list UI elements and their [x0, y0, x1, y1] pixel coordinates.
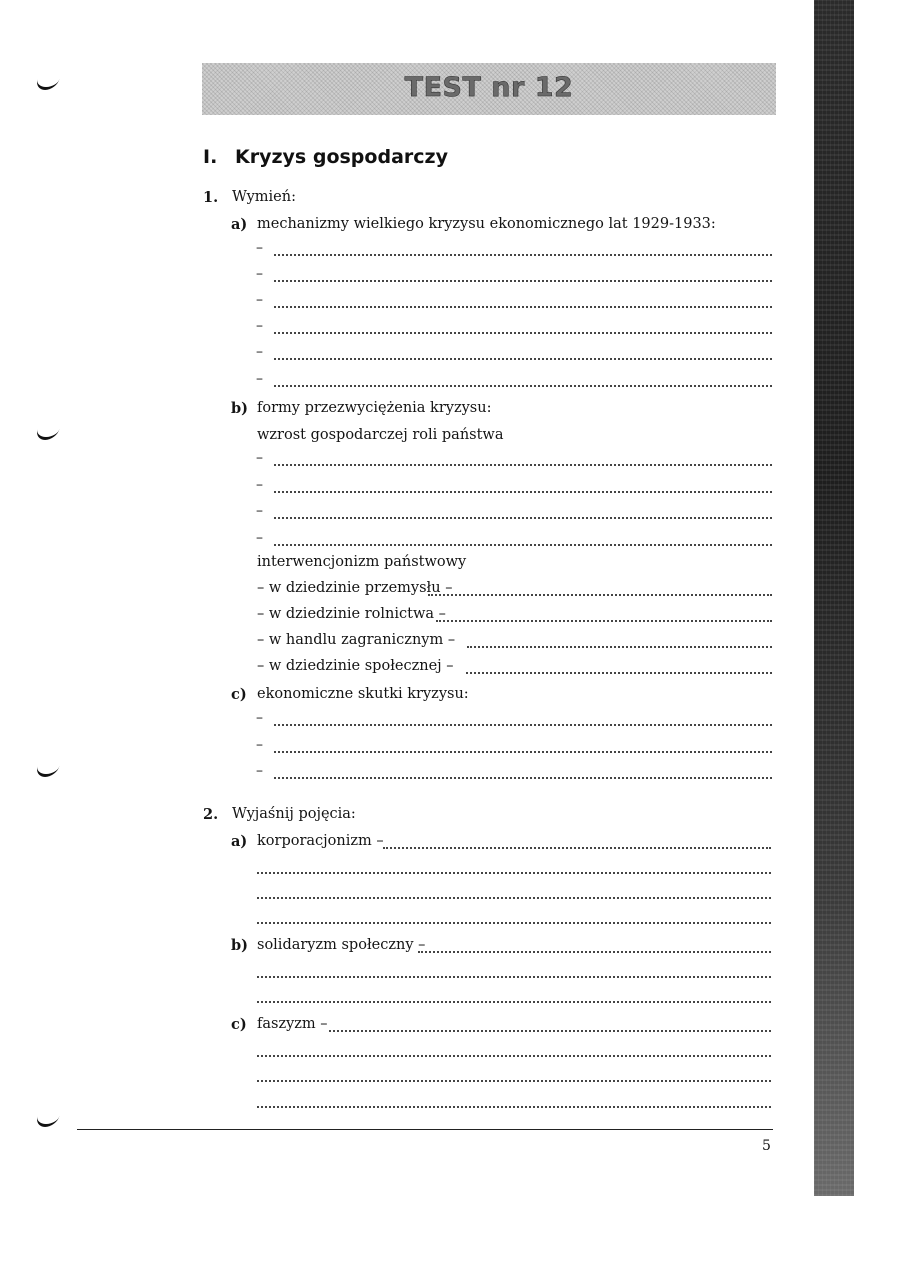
question-2c-term: faszyzm –	[257, 1016, 328, 1032]
answer-dash: –	[256, 344, 263, 360]
answer-line-2c-2[interactable]	[257, 1055, 771, 1057]
question-2-number: 2.	[203, 806, 219, 823]
test-title-banner	[202, 63, 776, 115]
answer-dash: –	[256, 450, 263, 466]
test-title: TEST nr 12	[404, 72, 574, 103]
answer-line-1b-3[interactable]	[274, 517, 772, 519]
answer-line-2b-1[interactable]	[418, 951, 771, 953]
answer-dash: –	[256, 763, 263, 779]
intervention-item-agriculture: – w dziedzinie rolnictwa –	[257, 606, 446, 622]
question-1-prompt: Wymień:	[232, 189, 296, 205]
question-1c-letter: c)	[231, 686, 247, 703]
answer-line-1b-2[interactable]	[274, 491, 772, 493]
answer-line-1b-industry[interactable]	[428, 594, 772, 596]
answer-line-1b-4[interactable]	[274, 544, 772, 546]
binding-mark-icon	[34, 1115, 60, 1127]
scan-dark-edge	[814, 0, 854, 1196]
answer-line-2a-1[interactable]	[383, 847, 771, 849]
binding-mark-icon	[34, 78, 60, 90]
answer-line-1a-1[interactable]	[274, 254, 772, 256]
answer-line-1c-2[interactable]	[274, 751, 772, 753]
question-1b-text: formy przezwyciężenia kryzysu:	[257, 400, 492, 416]
binding-mark-icon	[34, 765, 60, 777]
answer-dash: –	[256, 266, 263, 282]
question-1b-letter: b)	[231, 400, 248, 417]
answer-line-2b-2[interactable]	[257, 976, 771, 978]
answer-dash: –	[256, 530, 263, 546]
answer-line-1a-3[interactable]	[274, 306, 772, 308]
answer-line-2a-3[interactable]	[257, 897, 771, 899]
answer-dash: –	[256, 477, 263, 493]
intervention-item-social: – w dziedzinie społecznej –	[257, 658, 454, 674]
answer-line-2a-4[interactable]	[257, 922, 771, 924]
answer-line-1c-3[interactable]	[274, 777, 772, 779]
question-2b-letter: b)	[231, 937, 248, 954]
question-1b-group-2: interwencjonizm państwowy	[257, 554, 467, 570]
section-number: I.	[203, 146, 218, 168]
question-2a-letter: a)	[231, 833, 248, 850]
answer-dash: –	[256, 503, 263, 519]
page-number: 5	[762, 1138, 771, 1154]
question-2-prompt: Wyjaśnij pojęcia:	[232, 806, 356, 822]
question-2b-term: solidaryzm społeczny –	[257, 937, 426, 953]
answer-dash: –	[256, 292, 263, 308]
intervention-item-foreign-trade: – w handlu zagranicznym –	[257, 632, 456, 648]
binding-mark-icon	[34, 428, 60, 440]
answer-line-2c-4[interactable]	[257, 1106, 771, 1108]
question-2a-term: korporacjonizm –	[257, 833, 384, 849]
answer-line-1a-5[interactable]	[274, 358, 772, 360]
answer-dash: –	[256, 710, 263, 726]
question-1c-text: ekonomiczne skutki kryzysu:	[257, 686, 469, 702]
footer-rule	[77, 1129, 773, 1130]
answer-line-1b-agriculture[interactable]	[436, 620, 772, 622]
answer-line-2c-3[interactable]	[257, 1080, 771, 1082]
question-2c-letter: c)	[231, 1016, 247, 1033]
intervention-item-industry: – w dziedzinie przemysłu –	[257, 580, 453, 596]
answer-dash: –	[256, 737, 263, 753]
answer-line-1a-6[interactable]	[274, 385, 772, 387]
answer-dash: –	[256, 240, 263, 256]
question-1a-letter: a)	[231, 216, 248, 233]
question-1-number: 1.	[203, 189, 219, 206]
answer-line-1a-4[interactable]	[274, 332, 772, 334]
answer-line-2b-3[interactable]	[257, 1001, 771, 1003]
question-1b-group-1: wzrost gospodarczej roli państwa	[257, 427, 504, 443]
question-1a-text: mechanizmy wielkiego kryzysu ekonomicznego lat 1929-1933:	[257, 216, 716, 232]
answer-line-1a-2[interactable]	[274, 280, 772, 282]
answer-line-1c-1[interactable]	[274, 724, 772, 726]
answer-dash: –	[256, 318, 263, 334]
answer-line-1b-1[interactable]	[274, 464, 772, 466]
answer-line-1b-foreign-trade[interactable]	[467, 646, 772, 648]
answer-line-2a-2[interactable]	[257, 872, 771, 874]
section-title: Kryzys gospodarczy	[235, 146, 448, 168]
answer-line-2c-1[interactable]	[329, 1030, 771, 1032]
answer-dash: –	[256, 371, 263, 387]
answer-line-1b-social[interactable]	[466, 672, 772, 674]
